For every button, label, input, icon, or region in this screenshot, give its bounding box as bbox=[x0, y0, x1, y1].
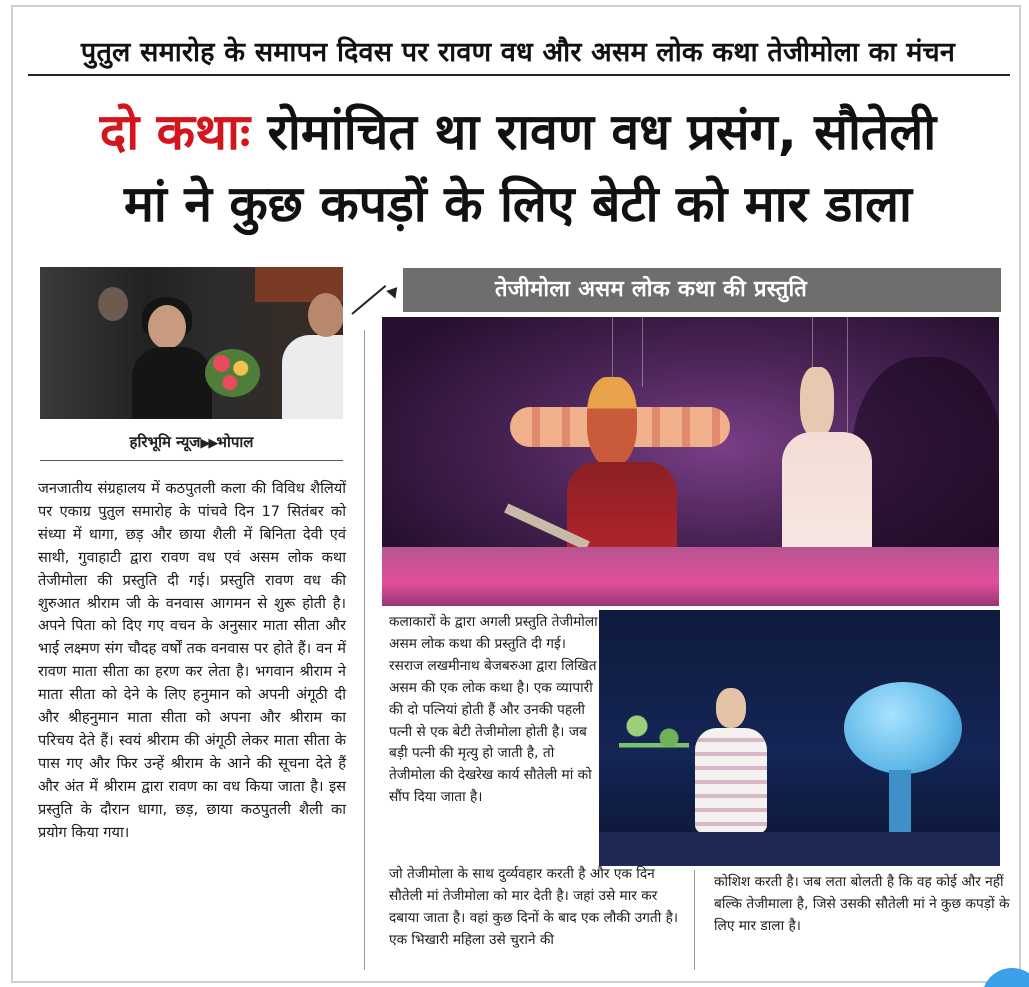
column-divider bbox=[364, 330, 365, 970]
byline bbox=[40, 432, 343, 452]
column-divider bbox=[694, 870, 695, 970]
felicitation-photo bbox=[40, 267, 343, 419]
stage-floor bbox=[599, 832, 1000, 866]
background-person bbox=[98, 287, 128, 321]
headline-red-lead: दो कथाः bbox=[99, 103, 251, 161]
byline-arrows-icon: ▶▶ bbox=[200, 436, 217, 451]
tree-prop-canopy bbox=[844, 682, 962, 774]
bouquet bbox=[205, 349, 260, 397]
tejimola-stage-photo bbox=[599, 610, 1000, 866]
photo-banner: तेजीमोला असम लोक कथा की प्रस्तुति bbox=[403, 268, 1001, 312]
tejimola-puppet-body bbox=[695, 728, 767, 833]
main-headline bbox=[28, 96, 1008, 240]
tree-prop-trunk bbox=[889, 770, 911, 832]
man-figure bbox=[282, 335, 343, 419]
plant-puppet-leaves bbox=[613, 702, 693, 762]
stage-floor bbox=[382, 547, 999, 606]
sita-puppet-head bbox=[800, 367, 834, 437]
woman-face bbox=[148, 305, 186, 349]
headline-line1: रोमांचित था रावण वध प्रसंग, सौतेली bbox=[250, 103, 937, 161]
man-face bbox=[308, 293, 343, 337]
body-text-middle: कलाकारों के द्वारा अगली प्रस्तुति तेजीमोला असम लोक कथा की प्रस्तुति दी गई। रसराज लखमीनाथ बेजबरुआ द्वारा लिखित असम की एक लोक कथा है। एक व्यापारी की दो पत्नियां होती हैं और उनकी पहली पत्नी से एक बेटी तेजीमोला होती है। जब बड़ी पत्नी की मृत्यु हो जाती है, तो तेजीमोला की देखरेख कार्य सौतेली मां को सौंप दिया जाता है। bbox=[389, 614, 598, 806]
body-text-right: कोशिश करती है। जब लता बोलती है कि वह कोई और नहीं बल्कि तेजीमाला है, जिसे उसकी सौतेली मां ने कुछ कपड़ों के लिए मार डाला है। bbox=[714, 874, 1010, 934]
woman-figure bbox=[132, 347, 212, 419]
byline-rule bbox=[40, 460, 343, 461]
tejimola-puppet-head bbox=[716, 688, 746, 728]
ravana-vadh-stage-photo bbox=[382, 317, 999, 606]
kicker-headline: पुतुल समारोह के समापन दिवस पर रावण वध और असम लोक कथा तेजीमोला का मंचन bbox=[80, 37, 956, 68]
kicker-rule bbox=[28, 74, 1010, 76]
ravana-puppet-head bbox=[587, 377, 637, 467]
body-text-middle-continued: जो तेजीमोला के साथ दुर्व्यवहार करती है और एक दिन सौतेली मां तेजीमोला को मार देती है। जहां उसे मार कर दबाया जाता है। वहां कुछ दिनों के बाद एक लौकी उगती है। एक भिखारी महिला उसे चुराने की bbox=[389, 866, 679, 948]
body-text-left: जनजातीय संग्रहालय में कठपुतली कला की विविध शैलियों पर एकाग्र पुतुल समारोह के पांचवे दिन 17 सितंबर को संध्या में धागा, छड़ और छाया शैली में बिनिता देवी एवं साथी, गुवाहाटी द्वारा रावण वध एवं असम लोक कथा तेजीमोला की प्रस्तुति दी गई। प्रस्तुति रावण वध की शुरुआत श्रीराम जी के वनवास आगमन से शुरू होती है। अपने पिता को दिए गए वचन के अनुसार माता सीता और भाई लक्ष्मण संग चौदह वर्षों तक वनवास पर होते हैं। वन में रावण माता सीता का हरण कर लेता है। भगवान श्रीराम ने माता सीता को देने के लिए हनुमान को अपनी अंगूठी दी और श्रीहनुमान माता सीता को अपना और श्रीराम का परिचय देते हैं। स्वयं श्रीराम की अंगूठी लेकर माता सीता के पास गए और फिर उन्हें श्रीराम के आने की सूचना देते हैं और अंत में श्रीराम द्वारा रावण का वध किया जाता है। इस प्रस्तुति के दौरान धागा, छड़, छाया कठपुतली शैली का प्रयोग किया गया। bbox=[38, 480, 346, 841]
byline-source: हरिभूमि न्यूज bbox=[129, 433, 201, 451]
byline-place: भोपाल bbox=[216, 433, 254, 451]
puppet-string bbox=[642, 317, 643, 387]
headline-line2: मां ने कुछ कपड़ों के लिए बेटी को मार डाला bbox=[123, 175, 912, 233]
shadow-figure bbox=[852, 357, 999, 567]
puppet-string bbox=[847, 317, 848, 447]
